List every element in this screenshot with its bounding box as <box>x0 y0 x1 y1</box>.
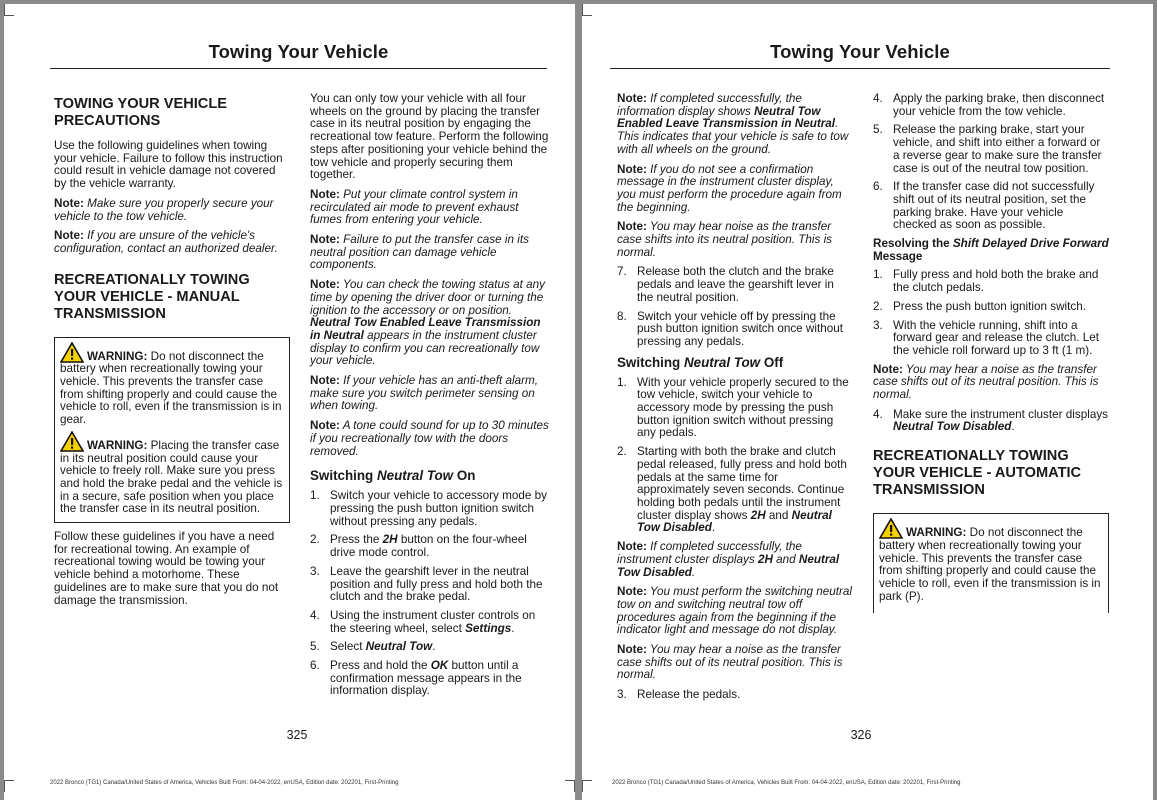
warning-text: Placing the transfer case in its neutral position could cause your vehicle to freely roll. Make sure you press and hold the brake pedal and the vehicle is in a secure, safe position when you place the transfer case in its neutral position. <box>60 438 283 516</box>
note-check-status <box>310 279 550 368</box>
step-number: 3. <box>873 318 883 332</box>
list-item <box>310 660 550 698</box>
page-326 <box>582 4 1153 800</box>
step-part: Using the instrument cluster controls on the steering wheel, select <box>330 608 536 635</box>
step-emphasis: Neutral Tow Disabled <box>893 420 1012 434</box>
list-item <box>873 269 1109 294</box>
heading-emphasis: Shift Delayed Drive Forward <box>952 237 1109 251</box>
step-number: 5. <box>873 123 883 137</box>
step-number: 5. <box>310 640 320 654</box>
note-text: Failure to put the transfer case in its neutral position can damage vehicle components. <box>310 233 529 272</box>
note-text: A tone could sound for up to 30 minutes if you recreationally tow with the doors removed. <box>310 419 549 458</box>
column-right <box>873 93 1109 621</box>
list-item <box>873 93 1109 118</box>
page-header: Towing Your Vehicle <box>208 41 389 62</box>
warning-neutral <box>60 431 284 516</box>
note-text: You may hear a noise as the transfer case shifts out of its neutral position. This is normal. <box>617 643 843 682</box>
step-part: Press and hold the <box>330 659 431 673</box>
step-number: 1. <box>617 375 627 389</box>
heading-text: Message <box>873 249 923 263</box>
step-number: 2. <box>310 533 320 547</box>
step-part: and <box>765 508 792 522</box>
list-item <box>310 566 550 604</box>
step-number: 7. <box>617 265 627 279</box>
list-item <box>310 610 550 635</box>
note-text: If completed successfully, the information display shows <box>617 92 802 118</box>
note-label: Note: <box>617 540 647 554</box>
note-alarm <box>310 375 550 413</box>
heading-automatic-transmission: RECREATIONALLY TOWING YOUR VEHICLE - AUTOMATIC TRANSMISSION <box>873 448 1082 499</box>
step-part: button on the four-wheel drive mode control. <box>330 533 527 560</box>
step-emphasis: 2H <box>750 508 766 522</box>
note-shift-out <box>873 364 1109 402</box>
note-label: Note: <box>310 419 340 433</box>
heading-text: Switching <box>310 468 377 484</box>
step-part: Starting with both the brake and clutch pedal released, fully press and hold both pedals at the same time for approximately seven seconds. Continue holding both pedals until the instrument cluster display shows <box>637 445 847 522</box>
note-label: Note: <box>617 220 647 234</box>
note-success <box>617 93 853 157</box>
heading-text: Off <box>760 354 784 370</box>
step-part: . <box>511 621 515 635</box>
warning-label: WARNING: <box>87 438 148 452</box>
step-text: Switch your vehicle off by pressing the push button ignition switch once without pressing any pedals. <box>637 309 843 348</box>
warning-box <box>54 337 290 523</box>
list-item <box>873 409 1109 434</box>
step-text <box>330 490 550 528</box>
warning-label: WARNING: <box>906 526 967 540</box>
list-item <box>617 266 853 304</box>
note-text: You must perform the switching neutral tow on and switching neutral tow off procedures again from the beginning if the indicator light and message do not display. <box>617 585 852 637</box>
note-text: If your vehicle has an anti-theft alarm, make sure you switch perimeter sensing on when towing. <box>310 374 539 413</box>
list-item <box>873 181 1109 232</box>
list-item <box>873 124 1109 175</box>
heading-emphasis: Neutral Tow <box>683 354 761 370</box>
paragraph-follow: Follow these guidelines if you have a need for recreational towing. An example of recreational towing would be towing your vehicle behind a motorhome. These guidelines are to make sure that you do not damage the transmission. <box>54 530 279 607</box>
step-number: 1. <box>873 268 883 282</box>
note-text: If you do not see a confirmation message in the instrument cluster display, you must perform the procedure again from the beginning. <box>617 162 842 214</box>
note-label: Note: <box>310 374 340 388</box>
crop-mark <box>582 780 592 792</box>
note-label: Note: <box>617 585 647 599</box>
note-noise <box>617 221 853 259</box>
step-text: Apply the parking brake, then disconnect your vehicle from the tow vehicle. <box>893 92 1105 118</box>
note-text: Make sure you properly secure your vehicle to the tow vehicle. <box>54 196 274 223</box>
warning-text: Do not disconnect the battery when recreationally towing your vehicle. This prevents the transfer case from shifting properly and could cause the vehicle to roll, even if the transmission is in park (P). <box>879 526 1101 603</box>
step-text <box>330 566 550 604</box>
heading-manual-transmission: RECREATIONALLY TOWING YOUR VEHICLE - MANUAL TRANSMISSION <box>54 271 250 322</box>
step-part: Press the <box>330 533 383 547</box>
step-text <box>330 641 550 654</box>
steps-final <box>873 93 1109 232</box>
step-text <box>330 660 550 698</box>
step-number: 3. <box>617 688 627 702</box>
header-rule <box>610 68 1110 69</box>
note-perform-again <box>617 586 853 637</box>
step-emphasis: 2H <box>382 533 398 547</box>
step-text: If the transfer case did not successfully shift out of its neutral position, set the parking brake. Have your vehicle checked as soon as possible. <box>893 180 1095 232</box>
step-text <box>893 409 1109 434</box>
note-label: Note: <box>310 187 340 201</box>
header-rule <box>50 68 547 69</box>
list-item <box>617 689 853 702</box>
note-text: and <box>772 552 799 566</box>
note-label: Note: <box>617 92 647 105</box>
list-item <box>873 301 1109 314</box>
steps-resolve <box>873 269 1109 357</box>
warning-icon <box>60 431 84 452</box>
crop-mark <box>582 4 592 16</box>
step-emphasis: Neutral Tow Disabled <box>637 508 832 535</box>
step-emphasis: Settings <box>465 621 512 635</box>
note-text: . <box>691 565 696 579</box>
list-item <box>873 320 1109 358</box>
step-text: Release the pedals. <box>637 688 741 702</box>
page-325 <box>4 4 575 800</box>
heading-resolving <box>873 238 1109 263</box>
heading-text: Resolving the <box>873 237 953 251</box>
step-number: 2. <box>873 299 883 313</box>
note-text: You may hear a noise as the transfer case shifts out of its neutral position. This is normal. <box>873 362 1099 402</box>
step-number: 8. <box>617 309 627 323</box>
page-footer: 2022 Bronco (TG1) Canada/United States of America, Vehicles Built From: 04-04-2022, enUSA, Edition date: 202201, First-Printing <box>612 780 961 786</box>
paragraph-four-wheels: You can only tow your vehicle with all four wheels on the ground by placing the transfer case in its neutral position by engaging the recreational tow feature. Perform the following steps after positioning your vehicle behind the tow vehicle and properly securing them together. <box>310 92 549 182</box>
note-failure <box>310 234 550 272</box>
step-part: Select <box>330 640 366 654</box>
step-emphasis: Neutral Tow <box>365 640 433 654</box>
step-emphasis: OK <box>430 659 449 673</box>
crop-mark <box>565 780 575 792</box>
crop-mark <box>4 4 14 16</box>
steps-on <box>310 490 550 698</box>
heading-emphasis: Neutral Tow <box>376 468 454 484</box>
warning-box <box>873 513 1109 613</box>
note-climate <box>310 189 550 227</box>
step-part: Make sure the instrument cluster displays <box>893 407 1109 421</box>
heading-switching-off <box>617 355 853 371</box>
step-number: 4. <box>873 407 883 421</box>
list-item <box>310 490 550 528</box>
note-text: If completed successfully, the instrument cluster displays <box>617 540 802 566</box>
column-left <box>617 93 853 708</box>
note-unsure <box>54 230 290 255</box>
step-text <box>330 534 550 559</box>
step-text <box>637 446 853 535</box>
note-label: Note: <box>310 233 340 247</box>
column-right <box>310 93 550 704</box>
note-emphasis: Neutral Tow Enabled Leave Transmission in Neutral <box>617 104 836 131</box>
note-text: If you are unsure of the vehicle's configuration, contact an authorized dealer. <box>54 229 278 255</box>
warning-icon <box>879 518 903 539</box>
step-part: button until a confirmation message appears in the information display. <box>330 659 522 698</box>
note-tone <box>310 420 550 458</box>
note-label: Note: <box>54 196 84 210</box>
list-item <box>617 377 853 441</box>
warning-text: Do not disconnect the battery when recreationally towing your vehicle. This prevents the transfer case from shifting properly and could cause the vehicle to roll, even if the transmission is in gear. <box>60 349 282 427</box>
step-number: 2. <box>617 445 627 459</box>
list-item <box>617 446 853 535</box>
step-number: 1. <box>310 489 320 503</box>
note-label: Note: <box>310 278 340 292</box>
note-emphasis: Neutral Tow Disabled <box>617 552 840 579</box>
step-part: . <box>432 640 436 654</box>
note-label: Note: <box>54 229 84 243</box>
steps-off <box>617 377 853 535</box>
step-part: . <box>711 521 716 535</box>
note-text: . This indicates that your vehicle is safe to tow with all wheels on the ground. <box>617 117 849 156</box>
note-text: You may hear noise as the transfer case shifts into its neutral position. This is normal. <box>617 220 833 259</box>
list-item <box>310 534 550 559</box>
step-text <box>330 610 550 635</box>
warning-battery-auto <box>879 518 1103 603</box>
crop-mark <box>4 780 14 792</box>
note-secure <box>54 198 290 223</box>
list-item <box>617 311 853 349</box>
step-text: Release both the clutch and the brake pedals and leave the gearshift lever in the neutral position. <box>637 265 834 304</box>
page-number: 326 <box>850 728 872 742</box>
note-label: Note: <box>617 162 647 176</box>
step-number: 4. <box>873 92 883 105</box>
list-item <box>310 641 550 654</box>
step-part: Switch your vehicle to accessory mode by pressing the push button ignition switch without pressing any pedals. <box>330 489 547 528</box>
page-number: 325 <box>286 728 308 742</box>
note-label: Note: <box>617 643 647 657</box>
paragraph-guidelines: Use the following guidelines when towing your vehicle. Failure to follow this instruction could result in vehicle damage not covered by the vehicle warranty. <box>54 139 283 191</box>
step-text: Fully press and hold both the brake and the clutch pedals. <box>893 268 1099 295</box>
note-confirmation <box>617 164 853 215</box>
warning-battery <box>60 342 284 427</box>
step-number: 3. <box>310 564 320 578</box>
page-footer: 2022 Bronco (TG1) Canada/United States of America, Vehicles Built From: 04-04-2022, enUSA, Edition date: 202201, First-Printing <box>50 780 399 786</box>
note-noise-out <box>617 644 853 682</box>
warning-label: WARNING: <box>87 349 148 363</box>
note-text: appears in the instrument cluster display to confirm you can recreationally tow your vehicle. <box>310 328 540 368</box>
steps-continued <box>617 266 853 348</box>
page-header: Towing Your Vehicle <box>770 41 950 62</box>
note-emphasis: Neutral Tow Enabled Leave Transmission in Neutral <box>310 316 541 342</box>
note-label: Note: <box>873 362 903 376</box>
warning-icon <box>60 342 84 363</box>
step-number: 6. <box>310 659 320 673</box>
step-number: 4. <box>310 608 320 622</box>
step-text: With your vehicle properly secured to the tow vehicle, switch your vehicle to accessory mode by pressing the push button ignition switch without pressing any pedals. <box>637 375 849 440</box>
column-left <box>54 93 290 614</box>
note-emphasis: 2H <box>757 552 773 566</box>
heading-switching-on <box>310 468 550 484</box>
heading-text: On <box>453 468 476 484</box>
heading-text: Switching <box>617 354 684 370</box>
step-text: Press the push button ignition switch. <box>893 299 1086 313</box>
step-text: Release the parking brake, start your vehicle, and shift into either a forward or a reverse gear to make sure the transfer case is out of the neutral tow position. <box>893 123 1102 175</box>
step-number: 6. <box>873 180 883 194</box>
heading-precautions: TOWING YOUR VEHICLE PRECAUTIONS <box>54 96 227 129</box>
step-part: Leave the gearshift lever in the neutral position and fully press and hold both the clutch and the brake pedal. <box>330 564 543 604</box>
step-text: With the vehicle running, shift into a forward gear and release the clutch. Let the vehicle roll forward up to 3 ft (1 m). <box>893 318 1099 357</box>
note-text: Put your climate control system in recirculated air mode to prevent exhaust fumes from entering your vehicle. <box>310 187 519 227</box>
step-part: . <box>1011 420 1015 434</box>
note-display <box>617 541 853 579</box>
note-text: You can check the towing status at any time by opening the driver door or turning the ignition to the accessory or on position. <box>310 278 545 317</box>
